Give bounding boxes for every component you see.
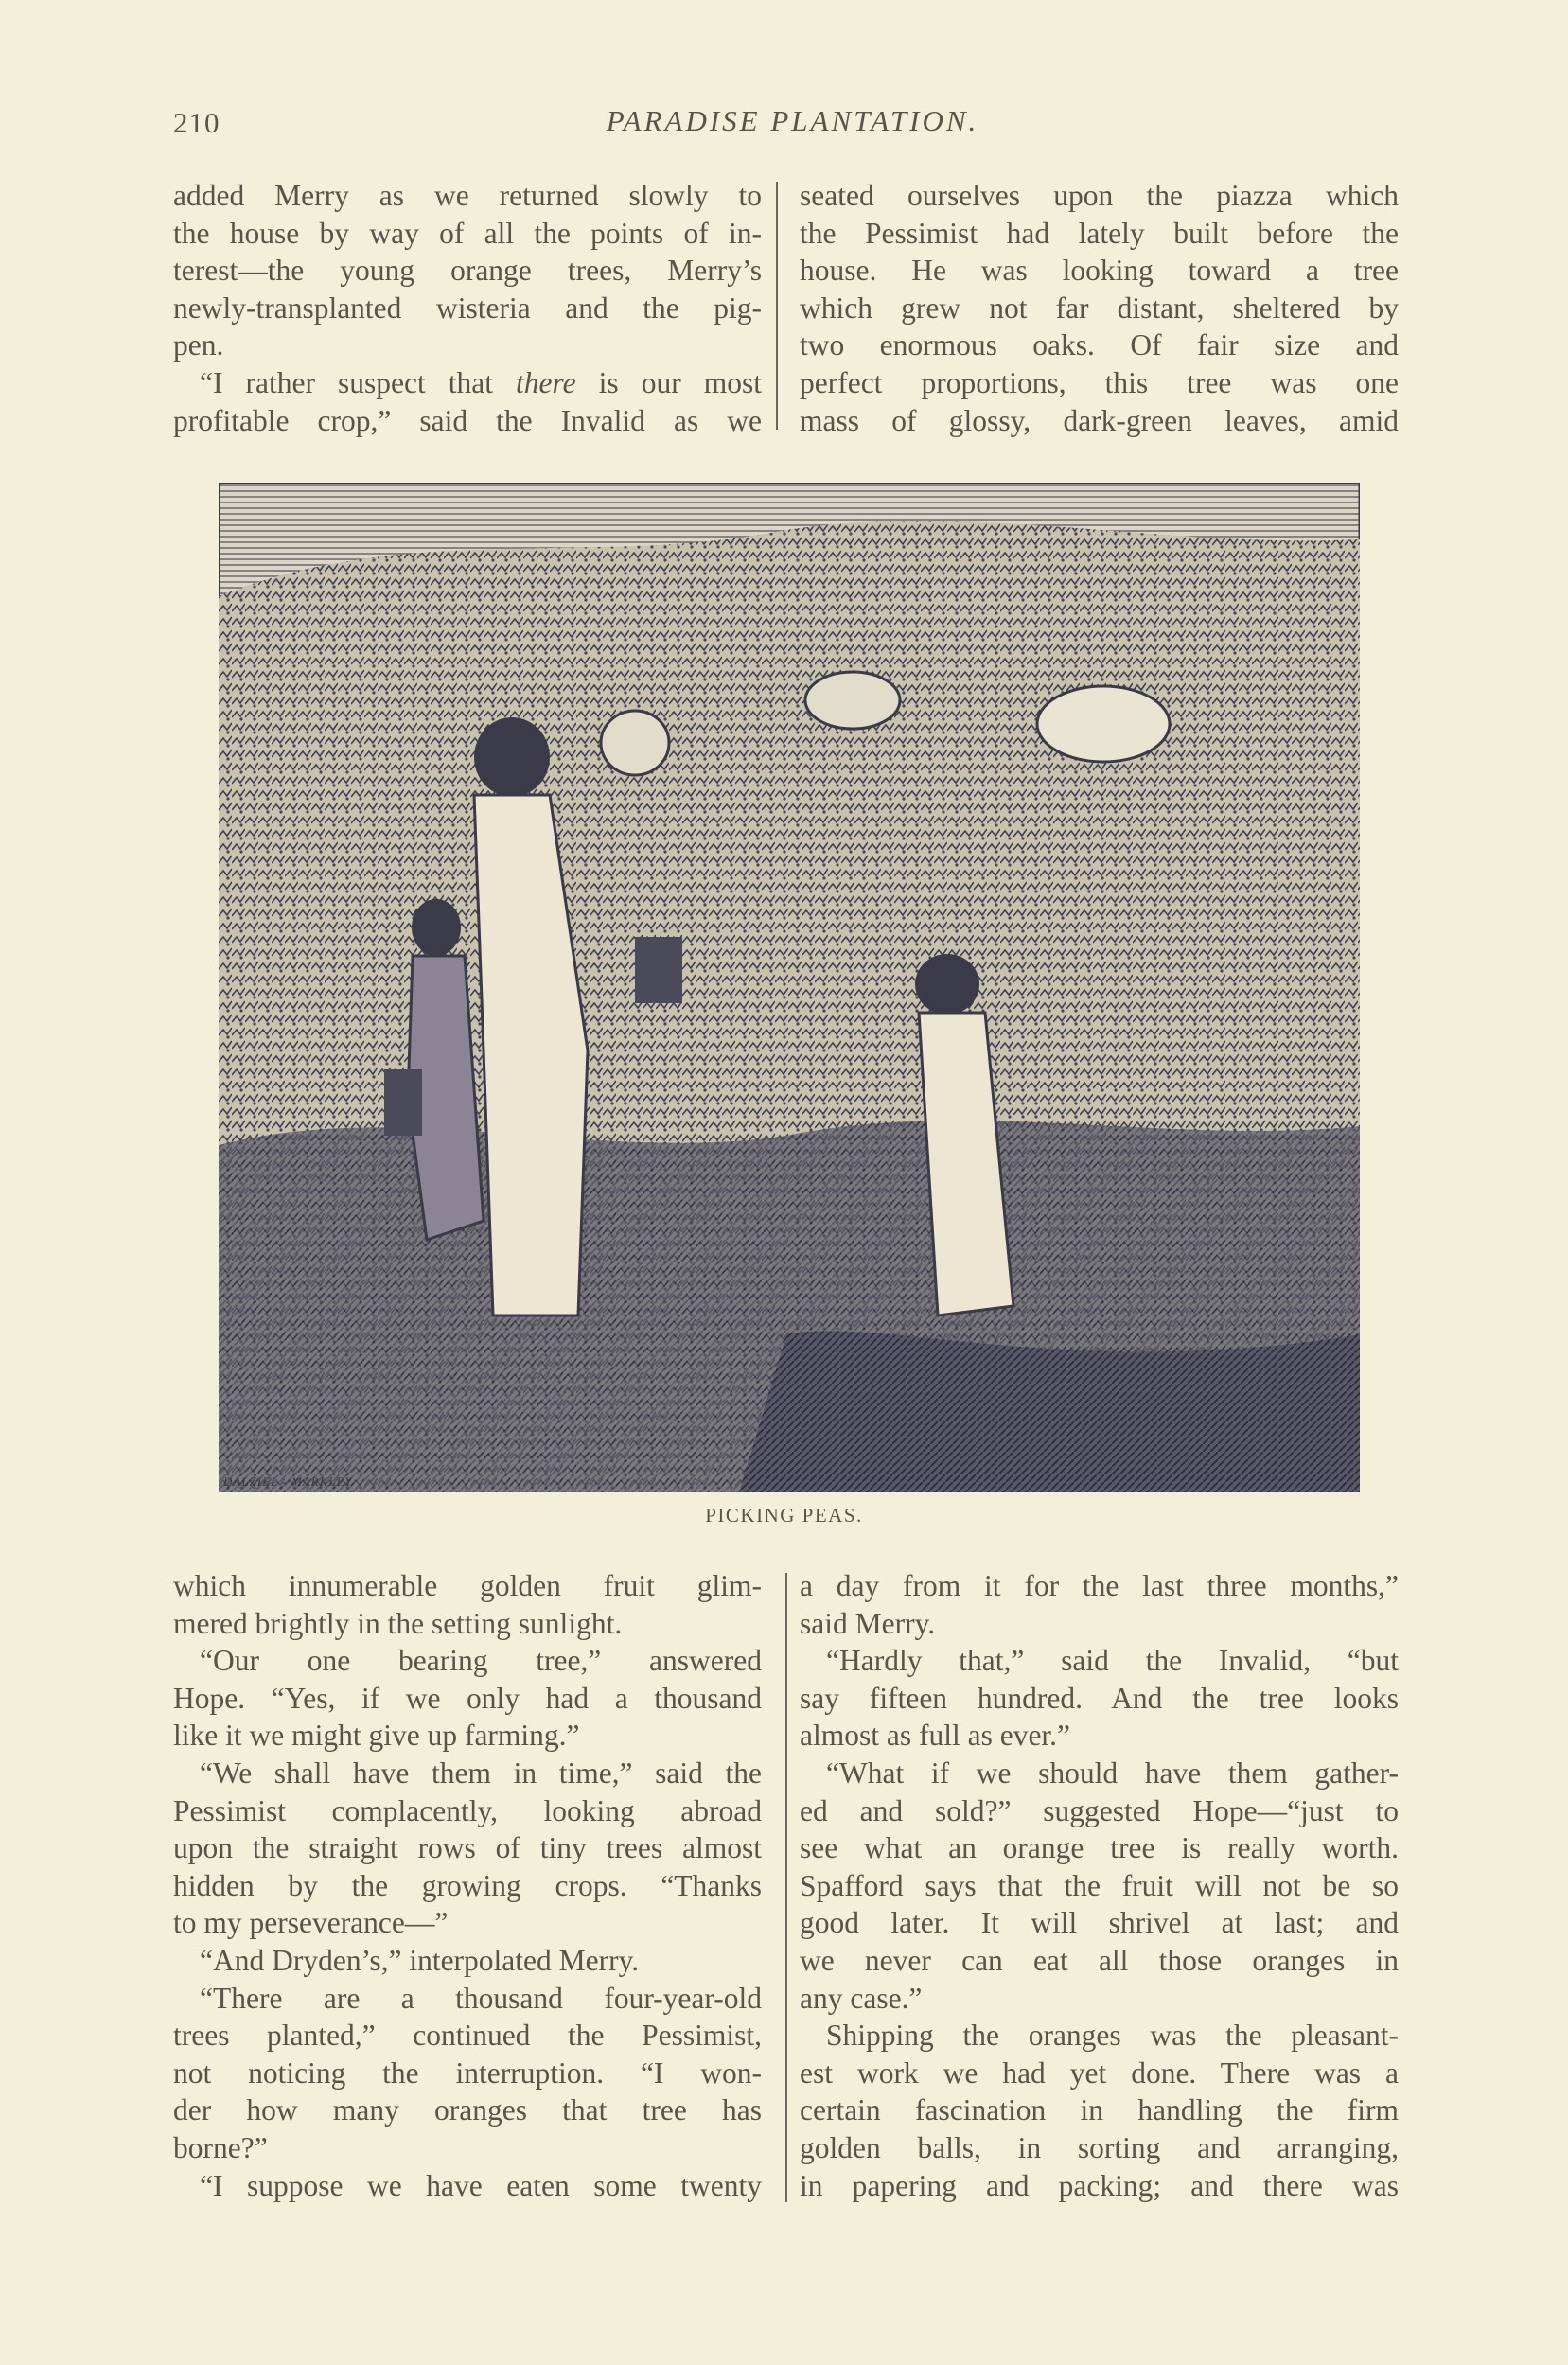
text-line: upon the straight rows of tiny trees almost	[173, 1831, 762, 1865]
text-line: “We shall have them in time,” said the	[200, 1756, 762, 1790]
bottom-right-column	[800, 1567, 1399, 2204]
running-title: PARADISE PLANTATION.	[606, 104, 979, 137]
text-line: house. He was looking toward a tree	[800, 254, 1399, 288]
column-divider	[785, 1573, 787, 2202]
text-line: see what an orange tree is really worth.	[800, 1831, 1399, 1865]
text-line: perfect proportions, this tree was one	[800, 365, 1399, 399]
column-divider	[776, 182, 778, 430]
text-line: “There are a thousand four-year-old	[200, 1981, 762, 2015]
text-segment: is our most	[575, 365, 762, 399]
text-line: Shipping the oranges was the pleasant-	[826, 2019, 1399, 2053]
text-line: Pessimist complacently, looking abroad	[173, 1793, 762, 1827]
text-line: Hope. “Yes, if we only had a thousand	[173, 1681, 762, 1715]
text-line: like it we might give up farming.”	[173, 1719, 580, 1753]
text-line: the house by way of all the points of in-	[173, 216, 762, 250]
text-line: added Merry as we returned slowly to	[173, 179, 762, 212]
text-line: seated ourselves upon the piazza which	[800, 179, 1399, 212]
text-segment: “I rather suspect that	[200, 365, 517, 399]
text-line: borne?”	[173, 2130, 268, 2164]
text-line: in papering and packing; and there was	[800, 2168, 1399, 2202]
text-line: two enormous oaks. Of fair size and	[800, 328, 1399, 362]
text-line: not noticing the interruption. “I won-	[173, 2056, 762, 2090]
italic-word: there	[516, 365, 576, 399]
text-line: der how many oranges that tree has	[173, 2093, 762, 2127]
text-line: the Pessimist had lately built before the	[800, 216, 1399, 250]
text-line: profitable crop,” said the Invalid as we	[173, 403, 762, 437]
text-line: certain fascination in handling the firm	[800, 2093, 1399, 2127]
text-line: to my perseverance—”	[173, 1906, 449, 1940]
illustration-caption: PICKING PEAS.	[705, 1504, 863, 1527]
engraver-signature: DALZIEL - MARKLEY	[223, 1474, 353, 1489]
illustration-picking-peas	[219, 483, 1360, 1492]
text-line: said Merry.	[800, 1606, 936, 1640]
text-line: “Hardly that,” said the Invalid, “but	[826, 1644, 1399, 1678]
text-line: terest—the young orange trees, Merry’s	[173, 254, 762, 288]
bottom-left-column	[173, 1567, 762, 2204]
top-left-column	[173, 177, 762, 439]
text-line: a day from it for the last three months,”	[800, 1569, 1399, 1602]
text-line: “I suppose we have eaten some twenty	[200, 2168, 762, 2202]
text-line: trees planted,” continued the Pessimist,	[173, 2019, 762, 2053]
text-line: “Our one bearing tree,” answered	[200, 1644, 762, 1678]
text-line: mered brightly in the setting sunlight.	[173, 1606, 623, 1640]
text-line: we never can eat all those oranges in	[800, 1943, 1399, 1977]
text-line	[173, 364, 762, 402]
text-line: hidden by the growing crops. “Thanks	[173, 1868, 762, 1902]
text-line: golden balls, in sorting and arranging,	[800, 2130, 1399, 2164]
text-line: Spafford says that the fruit will not be so	[800, 1868, 1399, 1902]
text-line: newly-transplanted wisteria and the pig-	[173, 291, 762, 325]
text-line: any case.”	[800, 1981, 923, 2015]
text-line: say fifteen hundred. And the tree looks	[800, 1681, 1399, 1715]
page-number: 210	[173, 106, 220, 139]
text-line: almost as full as ever.”	[800, 1719, 1071, 1753]
text-line: which grew not far distant, sheltered by	[800, 291, 1399, 325]
text-line: “What if we should have them gather-	[826, 1756, 1399, 1790]
top-right-column	[800, 177, 1399, 439]
text-line: mass of glossy, dark-green leaves, amid	[800, 403, 1399, 437]
text-line: which innumerable golden fruit glim-	[173, 1569, 762, 1602]
text-line: pen.	[173, 328, 224, 362]
text-line: ed and sold?” suggested Hope—“just to	[800, 1793, 1399, 1827]
text-line: est work we had yet done. There was a	[800, 2056, 1399, 2090]
text-line: good later. It will shrivel at last; and	[800, 1906, 1399, 1940]
text-line: “And Dryden’s,” interpolated Merry.	[200, 1943, 640, 1977]
